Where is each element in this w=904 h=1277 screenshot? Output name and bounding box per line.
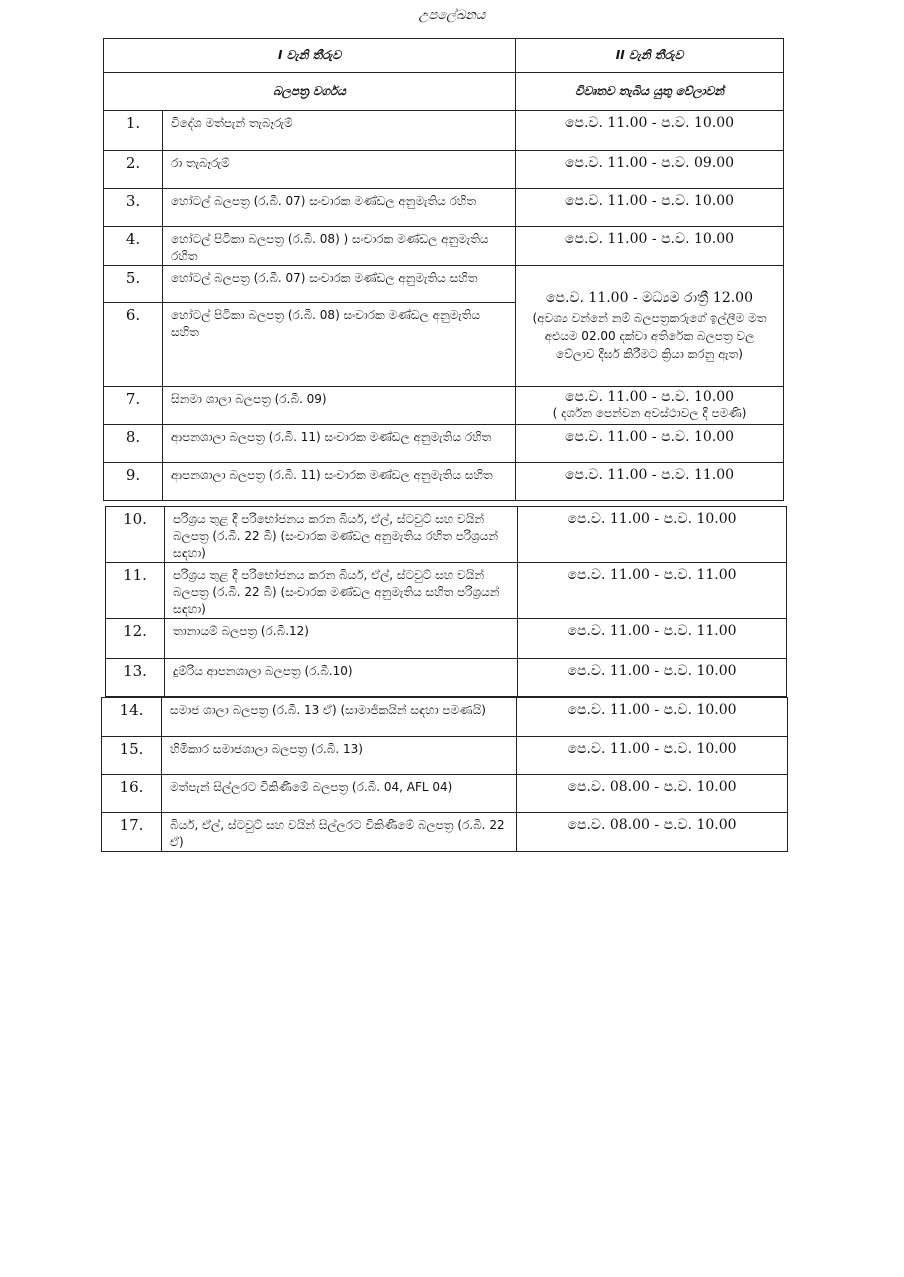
- license-type: හිමිකාර සමාජශාලා බලපත්‍ර (ර.බී. 13): [162, 737, 517, 775]
- license-type: බියර්, ඒල්, ස්ටවුට් සහ වයින් සිල්ලරට විකිණීමේ බලපත්‍ර (ර.බී. 22 ඒ): [162, 813, 517, 852]
- row-number: 8.: [104, 425, 163, 463]
- table-row: [102, 737, 788, 775]
- license-type: තානායම් බලපත්‍ර (ර.බී.12): [165, 619, 518, 659]
- column-1-heading: I වැනි තීරුව: [104, 39, 516, 73]
- opening-hours-value: පෙ.ව. 11.00 - ප.ව. 10.00: [564, 389, 735, 405]
- row-number: 7.: [104, 387, 163, 425]
- license-type: පරිශ්‍රය තුළ දී පරිභෝජනය කරන බියර්, ඒල්, ස්ටවුට් සහ වයින් බලපත්‍ර (ර.බී. 22 බී) (සංචාරක මණ්ඩල අනුමැතිය සහිත පරිශ්‍රයන් සඳහා): [165, 563, 518, 619]
- opening-hours: [516, 387, 784, 425]
- opening-hours: පෙ.ව. 11.00 - ප.ව. 10.00: [516, 227, 784, 266]
- license-type: සමාජ ශාලා බලපත්‍ර (ර.බී. 13 ඒ) (සාමාජිකයින් සඳහා පමණයි): [162, 698, 517, 737]
- row-number: 14.: [102, 698, 162, 737]
- license-type: ආපනශාලා බලපත්‍ර (ර.බී. 11) සංචාරක මණ්ඩල අනුමැතිය සහිත: [163, 463, 516, 501]
- opening-hours-heading: විවෘතව තැබිය යුතු වේලාවන්: [516, 73, 784, 111]
- license-type: හෝටල් බලපත්‍ර (ර.බී. 07) සංචාරක මණ්ඩල අනුමැතිය සහිත: [163, 266, 516, 303]
- opening-hours: පෙ.ව. 11.00 - ප.ව. 10.00: [517, 698, 788, 737]
- merged-hours: පෙ.ව. 11.00 - මධ්‍යම රාත්‍රී 12.00: [545, 290, 753, 306]
- license-type: හෝටල් පිටිකා බලපත්‍ර (ර.බී. 08) ) සංචාරක මණ්ඩල අනුමැතිය රහිත: [163, 227, 516, 266]
- row-number: 1.: [104, 111, 163, 151]
- opening-hours: පෙ.ව. 11.00 - ප.ව. 10.00: [516, 189, 784, 227]
- license-type: විදේශ මත්පැන් තැබෑරුම්: [163, 111, 516, 151]
- opening-hours: පෙ.ව. 11.00 - ප.ව. 11.00: [518, 563, 787, 619]
- schedule-table-rows-10-13: [105, 506, 787, 697]
- opening-hours: පෙ.ව. 11.00 - ප.ව. 11.00: [518, 619, 787, 659]
- table-row: [104, 151, 784, 189]
- row-number: 5.: [104, 266, 163, 303]
- table-row: [104, 189, 784, 227]
- schedule-table-rows-1-9: [103, 110, 784, 501]
- row-number: 2.: [104, 151, 163, 189]
- table-row: [104, 463, 784, 501]
- row-number: 13.: [106, 659, 165, 697]
- opening-hours: පෙ.ව. 11.00 - ප.ව. 10.00: [516, 425, 784, 463]
- license-type: ආපනශාලා බලපත්‍ර (ර.බී. 11) සංචාරක මණ්ඩල අනුමැතිය රහිත: [163, 425, 516, 463]
- license-type: හෝටල් බලපත්‍ර (ර.බී. 07) සංචාරක මණ්ඩල අනුමැතිය රහිත: [163, 189, 516, 227]
- row-number: 9.: [104, 463, 163, 501]
- table-row: [104, 266, 784, 303]
- table-row: [104, 111, 784, 151]
- row-number: 16.: [102, 775, 162, 813]
- opening-hours-note: ( දර්ශන පෙන්වන අවස්ථාවල දී පමණි): [552, 406, 747, 420]
- table-row: [106, 659, 787, 697]
- opening-hours: පෙ.ව. 11.00 - ප.ව. 10.00: [517, 737, 788, 775]
- table-row: [104, 425, 784, 463]
- opening-hours: පෙ.ව. 08.00 - ප.ව. 10.00: [517, 813, 788, 852]
- table-row: [106, 507, 787, 563]
- license-type: පරිශ්‍රය තුළ දී පරිභෝජනය කරන බියර්, ඒල්, ස්ටවුට් සහ වයින් බලපත්‍ර (ර.බී. 22 බී) (සංචාරක මණ්ඩල අනුමැතිය රහිත පරිශ්‍රයන් සඳහා): [165, 507, 518, 563]
- opening-hours: පෙ.ව. 11.00 - ප.ව. 11.00: [516, 463, 784, 501]
- license-type: සිනමා ශාලා බලපත්‍ර (ර.බී. 09): [163, 387, 516, 425]
- opening-hours: පෙ.ව. 11.00 - ප.ව. 09.00: [516, 151, 784, 189]
- merged-opening-hours-5-6: [516, 266, 784, 387]
- schedule-table-part-1: [103, 38, 784, 111]
- table-row: [106, 619, 787, 659]
- opening-hours: පෙ.ව. 11.00 - ප.ව. 10.00: [516, 111, 784, 151]
- license-type: රා තැබෑරුම්: [163, 151, 516, 189]
- row-number: 6.: [104, 303, 163, 387]
- opening-hours: පෙ.ව. 08.00 - ප.ව. 10.00: [517, 775, 788, 813]
- license-type: දුම්රිය ආපනශාලා බලපත්‍ර (ර.බී.10): [165, 659, 518, 697]
- row-number: 15.: [102, 737, 162, 775]
- table-row: [102, 775, 788, 813]
- row-number: 3.: [104, 189, 163, 227]
- license-type: හෝටල් පිටිකා බලපත්‍ර (ර.බී. 08) සංචාරක මණ්ඩල අනුමැතිය සහිත: [163, 303, 516, 387]
- row-number: 17.: [102, 813, 162, 852]
- merged-hours-note: (අවශ්‍ය වන්නේ නම් බලපත්‍රකරුගේ ඉල්ලීම මත අඑයම 02.00 දක්වා අතිරේක බලපත්‍ර වල වේලාව දීර්ඝ කිරීමට ක්‍රියා කරනු ඇත): [532, 311, 767, 361]
- license-type-heading: බලපත්‍ර වර්ගය: [104, 73, 516, 111]
- row-number: 11.: [106, 563, 165, 619]
- column-2-heading: II වැනි තීරුව: [516, 39, 784, 73]
- page-title: උපලේඛනය: [418, 8, 486, 23]
- row-number: 12.: [106, 619, 165, 659]
- table-row: [102, 813, 788, 852]
- opening-hours: පෙ.ව. 11.00 - ප.ව. 10.00: [518, 507, 787, 563]
- table-row: [104, 227, 784, 266]
- table-row: [102, 698, 788, 737]
- table-row: [104, 387, 784, 425]
- table-row: [106, 563, 787, 619]
- opening-hours: පෙ.ව. 11.00 - ප.ව. 10.00: [518, 659, 787, 697]
- row-number: 10.: [106, 507, 165, 563]
- row-number: 4.: [104, 227, 163, 266]
- schedule-table-rows-14-17: [101, 697, 788, 852]
- license-type: මත්පැන් සිල්ලරට විකිණීමේ බලපත්‍ර (ර.බී. 04, AFL 04): [162, 775, 517, 813]
